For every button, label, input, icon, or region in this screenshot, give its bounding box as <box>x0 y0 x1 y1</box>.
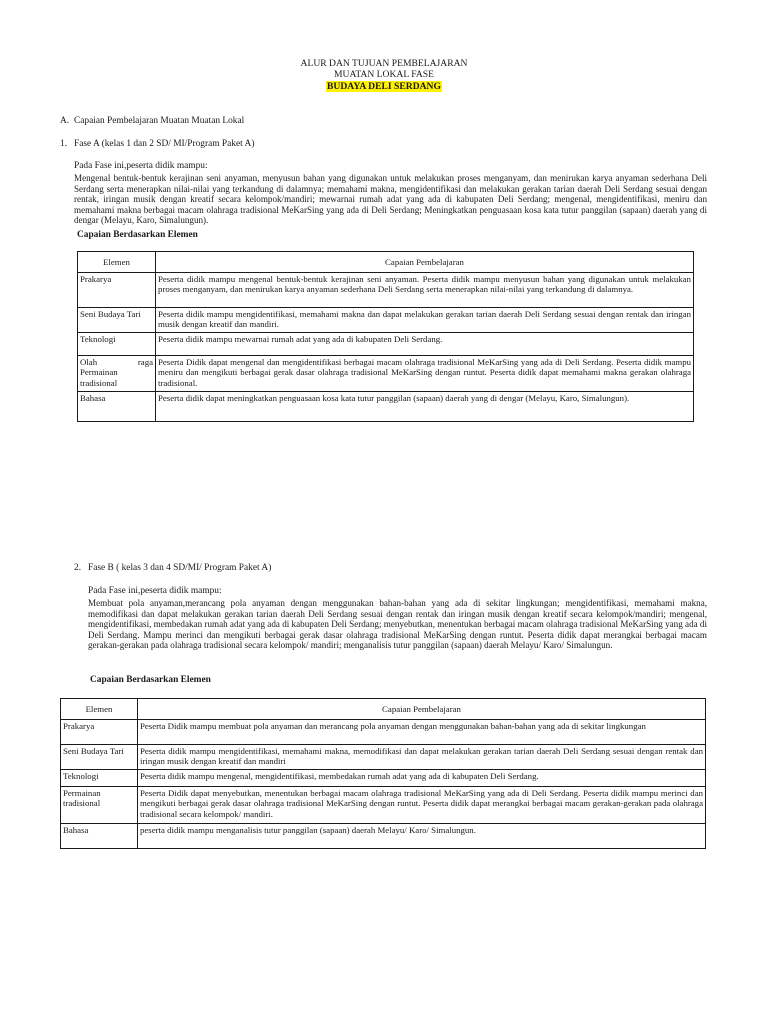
element-cell: Bahasa <box>61 824 138 849</box>
element-cell: Bahasa <box>78 392 156 422</box>
phase-b-intro: Pada Fase ini,peserta didik mampu: <box>88 586 222 596</box>
phase-a-intro: Pada Fase ini,peserta didik mampu: <box>74 161 208 171</box>
capaian-cell: Peserta didik mampu mengidentifikasi, memahami makna dan dapat melakukan gerakan tarian daerah Deli Serdang sesuai dengan rentak dan iringan musik dengan kreatif dan mandiri. <box>156 308 694 333</box>
phase-b-subheading: Capaian Berdasarkan Elemen <box>90 675 211 685</box>
table-header-row <box>61 699 706 720</box>
element-cell: Prakarya <box>78 273 156 308</box>
header-capaian: Capaian Pembelajaran <box>138 699 706 720</box>
capaian-cell: Peserta didik mampu mengenal, mengidentifikasi, membedakan rumah adat yang ada di kabupaten Deli Serdang. <box>138 770 706 787</box>
capaian-cell: peserta didik mampu menganalisis tutur panggilan (sapaan) daerah Melayu/ Karo/ Simalungun. <box>138 824 706 849</box>
section-a-marker: A. <box>60 116 70 126</box>
element-cell: Seni Budaya Tari <box>61 745 138 770</box>
header-element: Elemen <box>61 699 138 720</box>
table-row <box>78 356 694 392</box>
phase-a-elements-table <box>77 251 694 422</box>
capaian-cell: Peserta Didik dapat menyebutkan, menentukan berbagai macam olahraga tradisional MeKarSing yang ada di Deli Serdang. Peserta didik mampu merinci dan mengikuti berbagai gerak dasar olahraga tradisional MeKarSing dengan runtut. Peserta didik dapat merangkai berbagai macam gerakan-gerakan pada olahraga tradisional secara kelompok/ mandiri. <box>138 787 706 824</box>
document-title-line-1: ALUR DAN TUJUAN PEMBELAJARAN <box>300 58 468 69</box>
element-cell: Olah raga Permainan tradisional <box>78 356 156 392</box>
table-row <box>61 720 706 745</box>
phase-a-title: Fase A (kelas 1 dan 2 SD/ MI/Program Paket A) <box>74 139 255 149</box>
header-element: Elemen <box>78 252 156 273</box>
document-title-line-2: MUATAN LOKAL FASE <box>334 69 434 80</box>
capaian-cell: Peserta Didik mampu membuat pola anyaman dan merancang pola anyaman dengan menggunakan bahan-bahan yang ada di sekitar lingkungan <box>138 720 706 745</box>
table-row <box>61 770 706 787</box>
table-row <box>78 273 694 308</box>
highlighted-subject-title: BUDAYA DELI SERDANG <box>327 81 441 92</box>
capaian-cell: Peserta didik mampu mewarnai rumah adat yang ada di kabupaten Deli Serdang. <box>156 333 694 356</box>
table-row <box>78 333 694 356</box>
table-row <box>61 745 706 770</box>
phase-a-paragraph: Mengenal bentuk-bentuk kerajinan seni anyaman, menyusun bahan yang digunakan untuk melakukan proses menganyam, dan menirukan karya anyaman sederhana Deli Serdang serta menerapkan nilai-nilai yang terkandung di dalamnya; memahami makna, mengidentifikasi dan melakukan gerakan tarian daerah Deli Serdang sesuai dengan rentak, iringan musik dengan kreatif secara kelompok/mandiri; mewarnai rumah adat yang ada di kabupaten Deli Serdang; mengenal, mengidentifikasi, meniru dan memahami makna berbagai macam olahraga tradisional MeKarSing yang ada di Deli Serdang; Meningkatkan penguasaan kosa kata tutur panggilan (sapaan) daerah yang di dengar (Melayu, Karo, Simalungun). <box>74 173 707 226</box>
element-cell: Prakarya <box>61 720 138 745</box>
phase-b-paragraph: Membuat pola anyaman,merancang pola anyaman dengan menggunakan bahan-bahan yang ada di sekitar lingkungan; mengidentifikasi, memahami makna, memodifikasi dan dapat melakukan gerakan tarian daerah Deli Serdang sesuai dengan rentak dan iringan musik dengan kreatif secara kelompok/mandiri; mengenal, mengidentifikasi, membedakan rumah adat yang ada di kabupaten Deli Serdang; menyebutkan, menentukan berbagai macam olahraga tradisional MeKarSing yang ada di Deli Serdang. Mampu merinci dan mengikuti berbagai gerak dasar olahraga tradisional MeKarSing dengan runtut. Peserta didik dapat merangkai berbagai macam gerakan-gerakan pada olahraga tradisional secara kelompok/ mandiri; menganalisis tutur panggilan (sapaan) daerah Melayu/ Karo/ Simalungun. <box>88 598 707 651</box>
phase-b-elements-table <box>60 698 706 849</box>
phase-a-marker: 1. <box>60 139 68 149</box>
section-a-title: Capaian Pembelajaran Muatan Muatan Lokal <box>74 116 245 126</box>
capaian-cell: Peserta didik mampu mengidentifikasi, memahami makna, memodifikasi dan dapat melakukan gerakan tarian daerah Deli Serdang sesuai dengan rentak dan iringan musik dengan kreatif dan mandiri <box>138 745 706 770</box>
table-header-row <box>78 252 694 273</box>
header-capaian: Capaian Pembelajaran <box>156 252 694 273</box>
element-cell: Teknologi <box>78 333 156 356</box>
phase-a-subheading: Capaian Berdasarkan Elemen <box>77 230 198 240</box>
document-title-line-3 <box>0 81 768 92</box>
table-row <box>61 787 706 824</box>
phase-b-marker: 2. <box>74 563 82 573</box>
table-row <box>78 308 694 333</box>
table-row <box>78 392 694 422</box>
element-cell: Teknologi <box>61 770 138 787</box>
capaian-cell: Peserta Didik dapat mengenal dan mengidentifikasi berbagai macam olahraga tradisional MeKarSing yang ada di Deli Serdang. Peserta didik mampu meniru dan mengikuti berbagai gerak dasar olahraga tradisional MeKarSing dengan runtut. Peserta didik dapat memahami makna gerakan olahraga tradisional. <box>156 356 694 392</box>
element-cell: Seni Budaya Tari <box>78 308 156 333</box>
table-row <box>61 824 706 849</box>
capaian-cell: Peserta didik mampu mengenal bentuk-bentuk kerajinan seni anyaman. Peserta didik mampu menyusun bahan yang digunakan untuk melakukan proses menganyam, dan menirukan karya anyaman sederhana Deli Serdang serta menerapkan nilai-nilai yang terkandung di dalamnya. <box>156 273 694 308</box>
phase-b-title: Fase B ( kelas 3 dan 4 SD/MI/ Program Paket A) <box>88 563 272 573</box>
element-cell: Permainan tradisional <box>61 787 138 824</box>
capaian-cell: Peserta didik dapat meningkatkan penguasaan kosa kata tutur panggilan (sapaan) daerah yang di dengar (Melayu, Karo, Simalungun). <box>156 392 694 422</box>
